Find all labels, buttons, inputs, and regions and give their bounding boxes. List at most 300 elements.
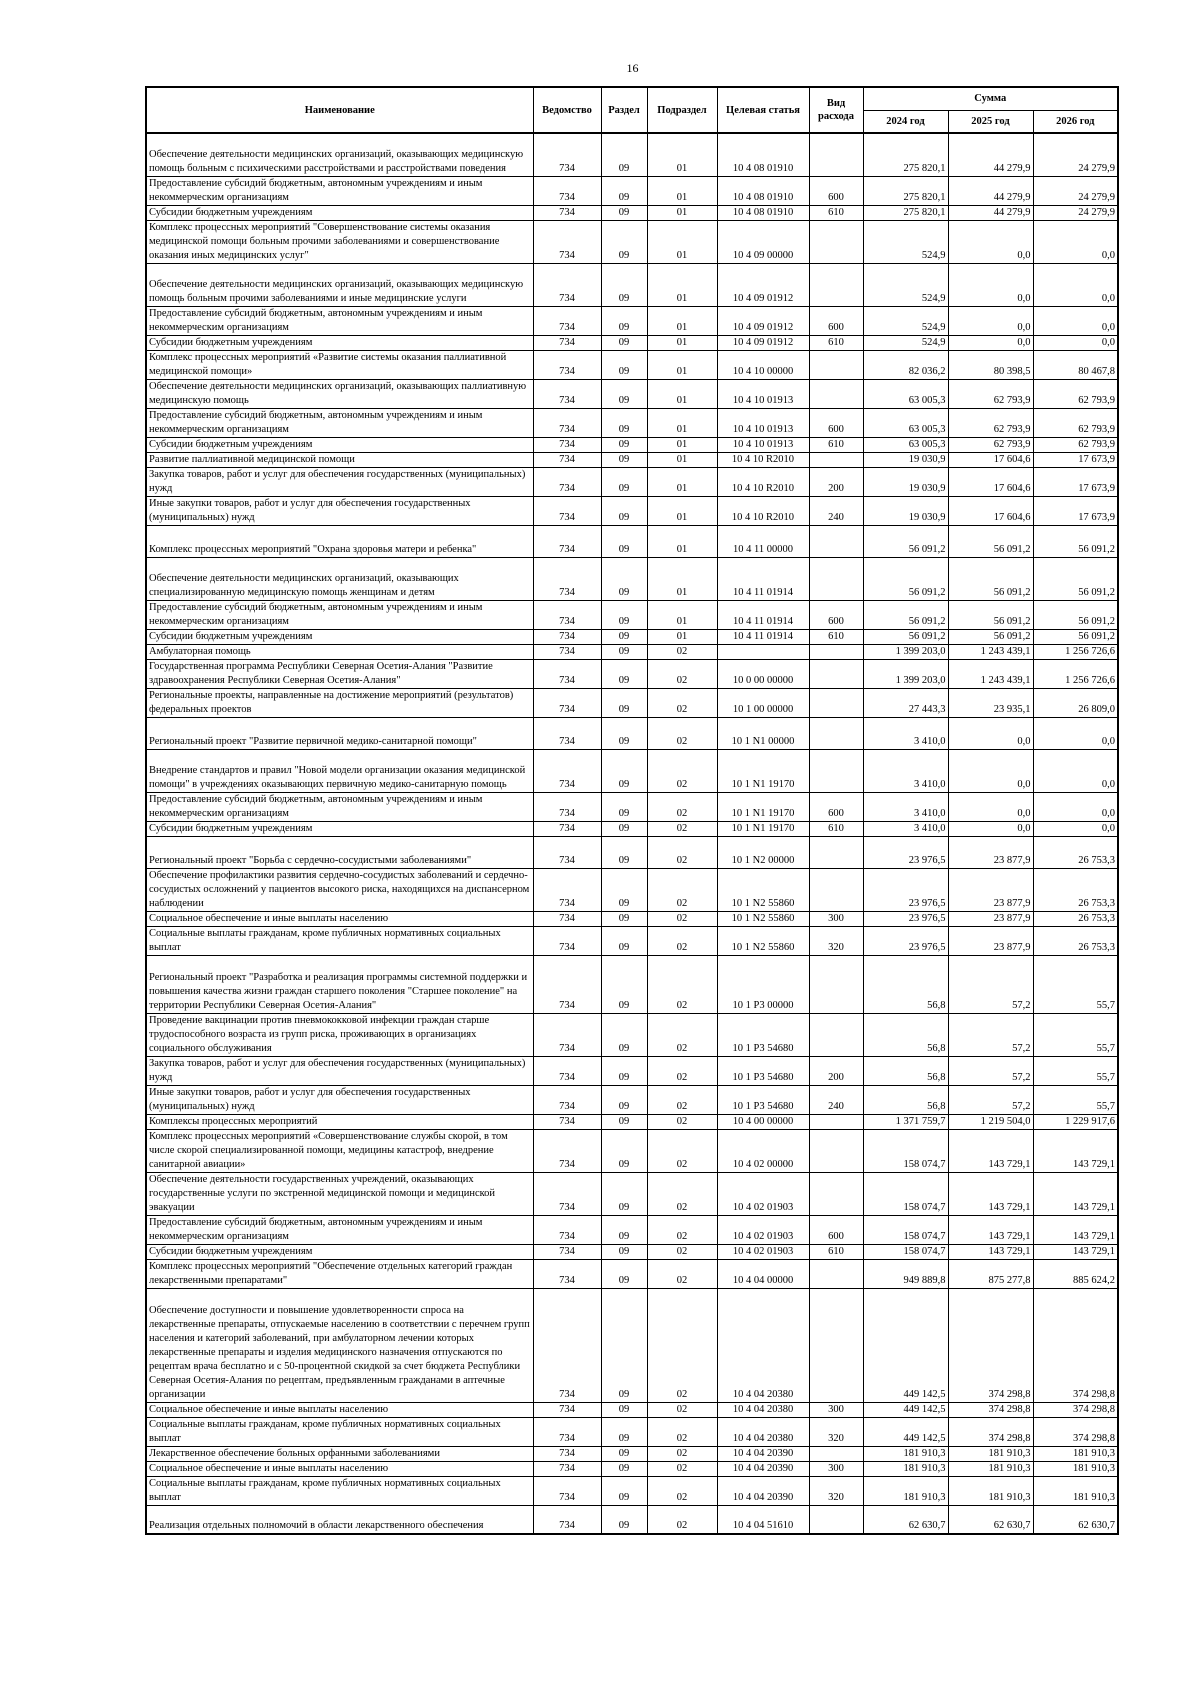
table-cell-razdel: 09 (601, 1461, 647, 1476)
table-cell-name: Комплекс процессных мероприятий "Обеспечение отдельных категорий граждан лекарственными препаратами" (146, 1259, 533, 1288)
table-cell-vid-rashoda: 600 (809, 176, 863, 205)
table-cell-celevaya-statya: 10 1 N1 19170 (717, 792, 809, 821)
table-cell-sum-2025: 17 604,6 (948, 467, 1033, 496)
table-cell-razdel: 09 (601, 1259, 647, 1288)
table-cell-sum-2025: 374 298,8 (948, 1288, 1033, 1402)
table-cell-vedomstvo: 734 (533, 749, 601, 792)
table-cell-vedomstvo: 734 (533, 379, 601, 408)
table-cell-vedomstvo: 734 (533, 1215, 601, 1244)
table-cell-razdel: 09 (601, 1505, 647, 1534)
table-cell-celevaya-statya: 10 1 N2 55860 (717, 911, 809, 926)
table-cell-razdel: 09 (601, 836, 647, 868)
table-cell-razdel: 09 (601, 496, 647, 525)
table-cell-sum-2026: 17 673,9 (1033, 452, 1118, 467)
table-row (146, 350, 1118, 379)
table-cell-razdel: 09 (601, 955, 647, 1013)
table-row (146, 1114, 1118, 1129)
table-body (146, 133, 1118, 1534)
table-cell-name: Реализация отдельных полномочий в области лекарственного обеспечения (146, 1505, 533, 1534)
table-cell-sum-2026: 24 279,9 (1033, 133, 1118, 176)
table-cell-vedomstvo: 734 (533, 1259, 601, 1288)
table-cell-name: Субсидии бюджетным учреждениям (146, 205, 533, 220)
table-cell-vid-rashoda (809, 868, 863, 911)
table-cell-name: Обеспечение профилактики развития сердечно-сосудистых заболеваний и сердечно-сосудистых осложнений у пациентов высокого риска, находящихся на диспансерном наблюдении (146, 868, 533, 911)
col-header-2025: 2025 год (948, 110, 1033, 133)
table-cell-vid-rashoda (809, 836, 863, 868)
table-cell-podrazdel: 02 (647, 1013, 717, 1056)
table-cell-sum-2025: 44 279,9 (948, 205, 1033, 220)
table-cell-podrazdel: 02 (647, 749, 717, 792)
table-cell-podrazdel: 02 (647, 792, 717, 821)
table-cell-name: Социальное обеспечение и иные выплаты населению (146, 911, 533, 926)
table-cell-podrazdel: 01 (647, 176, 717, 205)
table-cell-name: Региональные проекты, направленные на достижение мероприятий (результатов) федеральных проектов (146, 688, 533, 717)
table-cell-celevaya-statya: 10 1 P3 54680 (717, 1085, 809, 1114)
table-cell-name: Предоставление субсидий бюджетным, автономным учреждениям и иным некоммерческим организациям (146, 600, 533, 629)
table-cell-vedomstvo: 734 (533, 717, 601, 749)
table-cell-celevaya-statya: 10 4 08 01910 (717, 176, 809, 205)
table-cell-vid-rashoda: 320 (809, 1417, 863, 1446)
table-cell-sum-2025: 1 219 504,0 (948, 1114, 1033, 1129)
table-cell-razdel: 09 (601, 868, 647, 911)
table-cell-podrazdel: 02 (647, 1402, 717, 1417)
table-cell-vedomstvo: 734 (533, 525, 601, 557)
table-cell-razdel: 09 (601, 1085, 647, 1114)
table-cell-sum-2026: 0,0 (1033, 220, 1118, 263)
table-cell-name: Обеспечение деятельности государственных учреждений, оказывающих государственные услуги по экстренной медицинской помощи и медицинской эвакуации (146, 1172, 533, 1215)
table-cell-celevaya-statya: 10 4 04 20380 (717, 1402, 809, 1417)
table-cell-vedomstvo: 734 (533, 1056, 601, 1085)
table-cell-name: Социальные выплаты гражданам, кроме публичных нормативных социальных выплат (146, 1476, 533, 1505)
table-cell-vedomstvo: 734 (533, 955, 601, 1013)
table-cell-sum-2024: 56 091,2 (863, 557, 948, 600)
table-row (146, 205, 1118, 220)
table-cell-celevaya-statya: 10 4 02 01903 (717, 1244, 809, 1259)
table-cell-name: Комплекс процессных мероприятий "Совершенствование системы оказания медицинской помощи больным прочими заболеваниями и совершенствование оказания иных медицинских услуг" (146, 220, 533, 263)
table-cell-name: Субсидии бюджетным учреждениям (146, 821, 533, 836)
table-cell-name: Комплекс процессных мероприятий «Совершенствование службы скорой, в том числе скорой специализированной помощи, медицины катастроф, внедрение санитарной авиации» (146, 1129, 533, 1172)
table-cell-sum-2026: 26 753,3 (1033, 911, 1118, 926)
table-cell-sum-2026: 26 809,0 (1033, 688, 1118, 717)
table-row (146, 1461, 1118, 1476)
table-cell-sum-2025: 56 091,2 (948, 525, 1033, 557)
table-cell-sum-2024: 1 399 203,0 (863, 659, 948, 688)
table-cell-podrazdel: 01 (647, 335, 717, 350)
table-cell-sum-2024: 3 410,0 (863, 792, 948, 821)
table-cell-podrazdel: 02 (647, 836, 717, 868)
table-row (146, 1446, 1118, 1461)
table-cell-vedomstvo: 734 (533, 437, 601, 452)
table-row (146, 1085, 1118, 1114)
table-row (146, 306, 1118, 335)
table-cell-sum-2026: 181 910,3 (1033, 1476, 1118, 1505)
table-cell-celevaya-statya: 10 4 09 01912 (717, 335, 809, 350)
table-cell-vid-rashoda (809, 955, 863, 1013)
table-cell-vid-rashoda: 200 (809, 467, 863, 496)
table-cell-celevaya-statya: 10 4 02 01903 (717, 1172, 809, 1215)
table-cell-podrazdel: 01 (647, 306, 717, 335)
table-cell-sum-2024: 3 410,0 (863, 821, 948, 836)
col-header-2026: 2026 год (1033, 110, 1118, 133)
table-cell-podrazdel: 01 (647, 350, 717, 379)
page-number: 16 (626, 61, 639, 75)
table-cell-sum-2026: 885 624,2 (1033, 1259, 1118, 1288)
table-cell-sum-2025: 143 729,1 (948, 1172, 1033, 1215)
table-cell-vid-rashoda (809, 1114, 863, 1129)
table-cell-razdel: 09 (601, 717, 647, 749)
table-cell-celevaya-statya: 10 4 04 20390 (717, 1461, 809, 1476)
table-cell-name: Комплекс процессных мероприятий «Развитие системы оказания паллиативной медицинской помощи» (146, 350, 533, 379)
table-cell-razdel: 09 (601, 749, 647, 792)
table-cell-vedomstvo: 734 (533, 926, 601, 955)
table-cell-celevaya-statya: 10 4 04 20380 (717, 1288, 809, 1402)
table-row (146, 1215, 1118, 1244)
table-cell-vedomstvo: 734 (533, 659, 601, 688)
table-cell-sum-2024: 23 976,5 (863, 868, 948, 911)
table-cell-razdel: 09 (601, 452, 647, 467)
table-cell-sum-2026: 55,7 (1033, 1085, 1118, 1114)
table-cell-razdel: 09 (601, 350, 647, 379)
table-row (146, 467, 1118, 496)
table-cell-celevaya-statya: 10 1 N1 19170 (717, 821, 809, 836)
table-cell-name: Субсидии бюджетным учреждениям (146, 629, 533, 644)
table-cell-name: Социальное обеспечение и иные выплаты населению (146, 1461, 533, 1476)
table-cell-name: Субсидии бюджетным учреждениям (146, 335, 533, 350)
table-cell-sum-2026: 0,0 (1033, 717, 1118, 749)
table-cell-podrazdel: 01 (647, 133, 717, 176)
table-cell-vid-rashoda (809, 717, 863, 749)
table-cell-sum-2025: 17 604,6 (948, 452, 1033, 467)
table-cell-sum-2024: 56 091,2 (863, 600, 948, 629)
table-cell-vid-rashoda (809, 1013, 863, 1056)
table-cell-podrazdel: 02 (647, 1244, 717, 1259)
table-cell-sum-2025: 17 604,6 (948, 496, 1033, 525)
table-row (146, 1259, 1118, 1288)
table-cell-vid-rashoda: 320 (809, 1476, 863, 1505)
table-cell-vid-rashoda (809, 557, 863, 600)
table-cell-vid-rashoda (809, 688, 863, 717)
table-cell-razdel: 09 (601, 1056, 647, 1085)
table-cell-razdel: 09 (601, 557, 647, 600)
table-cell-podrazdel: 02 (647, 1056, 717, 1085)
table-cell-podrazdel: 02 (647, 911, 717, 926)
table-cell-podrazdel: 01 (647, 205, 717, 220)
table-cell-vid-rashoda (809, 1505, 863, 1534)
table-cell-name: Социальные выплаты гражданам, кроме публичных нормативных социальных выплат (146, 1417, 533, 1446)
table-cell-sum-2026: 374 298,8 (1033, 1402, 1118, 1417)
table-cell-sum-2024: 56 091,2 (863, 629, 948, 644)
table-cell-name: Иные закупки товаров, работ и услуг для обеспечения государственных (муниципальных) нужд (146, 1085, 533, 1114)
table-cell-razdel: 09 (601, 1288, 647, 1402)
table-cell-sum-2024: 181 910,3 (863, 1476, 948, 1505)
table-cell-razdel: 09 (601, 1013, 647, 1056)
table-cell-name: Субсидии бюджетным учреждениям (146, 437, 533, 452)
table-cell-celevaya-statya: 10 4 02 00000 (717, 1129, 809, 1172)
table-cell-vedomstvo: 734 (533, 836, 601, 868)
table-cell-name: Обеспечение деятельности медицинских организаций, оказывающих паллиативную медицинскую помощь (146, 379, 533, 408)
table-cell-name: Проведение вакцинации против пневмококковой инфекции граждан старше трудоспособного возраста из групп риска, проживающих в организациях социального обслуживания (146, 1013, 533, 1056)
table-cell-sum-2024: 449 142,5 (863, 1402, 948, 1417)
table-row (146, 868, 1118, 911)
table-cell-sum-2026: 55,7 (1033, 1056, 1118, 1085)
table-cell-sum-2025: 56 091,2 (948, 557, 1033, 600)
table-cell-razdel: 09 (601, 1172, 647, 1215)
table-cell-name: Социальные выплаты гражданам, кроме публичных нормативных социальных выплат (146, 926, 533, 955)
table-cell-celevaya-statya: 10 4 11 01914 (717, 600, 809, 629)
table-cell-name: Лекарственное обеспечение больных орфанными заболеваниями (146, 1446, 533, 1461)
table-cell-vid-rashoda: 300 (809, 911, 863, 926)
table-cell-vid-rashoda (809, 644, 863, 659)
budget-table (145, 86, 1119, 1535)
table-row (146, 496, 1118, 525)
table-cell-sum-2024: 56 091,2 (863, 525, 948, 557)
table-cell-celevaya-statya: 10 4 09 00000 (717, 220, 809, 263)
table-cell-vid-rashoda: 610 (809, 821, 863, 836)
table-cell-vedomstvo: 734 (533, 408, 601, 437)
table-cell-vedomstvo: 734 (533, 1244, 601, 1259)
table-row (146, 452, 1118, 467)
table-row (146, 600, 1118, 629)
table-cell-podrazdel: 02 (647, 1215, 717, 1244)
table-cell-sum-2025: 56 091,2 (948, 629, 1033, 644)
table-cell-sum-2026: 0,0 (1033, 263, 1118, 306)
table-cell-sum-2026: 80 467,8 (1033, 350, 1118, 379)
table-cell-sum-2024: 158 074,7 (863, 1172, 948, 1215)
table-cell-sum-2024: 19 030,9 (863, 452, 948, 467)
table-cell-sum-2024: 524,9 (863, 220, 948, 263)
table-cell-sum-2025: 143 729,1 (948, 1129, 1033, 1172)
table-cell-celevaya-statya: 10 4 10 R2010 (717, 496, 809, 525)
table-cell-sum-2026: 56 091,2 (1033, 600, 1118, 629)
table-cell-podrazdel: 01 (647, 263, 717, 306)
table-cell-vedomstvo: 734 (533, 821, 601, 836)
table-cell-sum-2025: 1 243 439,1 (948, 644, 1033, 659)
table-cell-podrazdel: 02 (647, 1461, 717, 1476)
table-cell-sum-2024: 23 976,5 (863, 836, 948, 868)
table-cell-name: Комплексы процессных мероприятий (146, 1114, 533, 1129)
table-cell-vedomstvo: 734 (533, 1417, 601, 1446)
table-cell-sum-2025: 62 793,9 (948, 437, 1033, 452)
table-row (146, 1129, 1118, 1172)
table-cell-sum-2026: 181 910,3 (1033, 1461, 1118, 1476)
table-cell-vedomstvo: 734 (533, 205, 601, 220)
table-cell-sum-2026: 26 753,3 (1033, 868, 1118, 911)
table-cell-razdel: 09 (601, 629, 647, 644)
table-cell-razdel: 09 (601, 220, 647, 263)
table-cell-celevaya-statya: 10 4 10 01913 (717, 437, 809, 452)
table-cell-sum-2026: 0,0 (1033, 335, 1118, 350)
table-cell-vid-rashoda (809, 379, 863, 408)
table-cell-vid-rashoda: 610 (809, 335, 863, 350)
table-cell-celevaya-statya: 10 4 02 01903 (717, 1215, 809, 1244)
table-cell-razdel: 09 (601, 911, 647, 926)
table-cell-sum-2025: 44 279,9 (948, 176, 1033, 205)
table-cell-vid-rashoda (809, 659, 863, 688)
table-cell-name: Обеспечение деятельности медицинских организаций, оказывающих медицинскую помощь больным прочими заболеваниями и иные медицинские услуги (146, 263, 533, 306)
table-cell-razdel: 09 (601, 1114, 647, 1129)
table-cell-razdel: 09 (601, 792, 647, 821)
table-cell-podrazdel: 01 (647, 379, 717, 408)
table-cell-podrazdel: 01 (647, 408, 717, 437)
table-cell-sum-2026: 26 753,3 (1033, 926, 1118, 955)
table-cell-sum-2025: 875 277,8 (948, 1259, 1033, 1288)
table-cell-sum-2024: 524,9 (863, 263, 948, 306)
table-cell-vedomstvo: 734 (533, 1085, 601, 1114)
table-cell-podrazdel: 02 (647, 717, 717, 749)
table-cell-celevaya-statya: 10 4 04 20390 (717, 1476, 809, 1505)
table-cell-vid-rashoda (809, 749, 863, 792)
table-cell-podrazdel: 01 (647, 600, 717, 629)
table-cell-sum-2024: 19 030,9 (863, 467, 948, 496)
table-cell-sum-2024: 23 976,5 (863, 911, 948, 926)
table-cell-vid-rashoda: 300 (809, 1461, 863, 1476)
table-cell-sum-2026: 17 673,9 (1033, 467, 1118, 496)
table-cell-sum-2024: 949 889,8 (863, 1259, 948, 1288)
table-cell-vedomstvo: 734 (533, 1288, 601, 1402)
table-cell-vedomstvo: 734 (533, 911, 601, 926)
table-cell-podrazdel: 01 (647, 437, 717, 452)
table-cell-celevaya-statya: 10 0 00 00000 (717, 659, 809, 688)
table-cell-celevaya-statya: 10 1 N2 55860 (717, 926, 809, 955)
table-cell-sum-2025: 0,0 (948, 306, 1033, 335)
table-cell-sum-2026: 56 091,2 (1033, 525, 1118, 557)
table-row (146, 1172, 1118, 1215)
table-cell-sum-2026: 24 279,9 (1033, 176, 1118, 205)
table-cell-sum-2025: 57,2 (948, 1085, 1033, 1114)
table-cell-razdel: 09 (601, 176, 647, 205)
table-cell-vedomstvo: 734 (533, 1446, 601, 1461)
table-cell-celevaya-statya: 10 1 P3 54680 (717, 1056, 809, 1085)
table-cell-sum-2026: 1 256 726,6 (1033, 644, 1118, 659)
table-cell-podrazdel: 01 (647, 629, 717, 644)
table-cell-podrazdel: 01 (647, 525, 717, 557)
table-cell-sum-2024: 449 142,5 (863, 1288, 948, 1402)
table-cell-name: Иные закупки товаров, работ и услуг для обеспечения государственных (муниципальных) нужд (146, 496, 533, 525)
table-cell-vid-rashoda: 300 (809, 1402, 863, 1417)
table-cell-vid-rashoda: 240 (809, 1085, 863, 1114)
table-cell-podrazdel: 02 (647, 868, 717, 911)
table-cell-sum-2026: 62 793,9 (1033, 379, 1118, 408)
table-cell-sum-2025: 57,2 (948, 1056, 1033, 1085)
table-row (146, 437, 1118, 452)
table-cell-name: Государственная программа Республики Северная Осетия-Алания "Развитие здравоохранения Республики Северная Осетия-Алания" (146, 659, 533, 688)
table-cell-celevaya-statya: 10 4 04 20390 (717, 1446, 809, 1461)
table-row (146, 525, 1118, 557)
table-cell-razdel: 09 (601, 133, 647, 176)
table-cell-sum-2025: 56 091,2 (948, 600, 1033, 629)
table-cell-sum-2026: 0,0 (1033, 306, 1118, 335)
table-row (146, 263, 1118, 306)
col-header-vedomstvo: Ведомство (533, 87, 601, 133)
table-cell-name: Социальное обеспечение и иные выплаты населению (146, 1402, 533, 1417)
table-cell-podrazdel: 02 (647, 644, 717, 659)
table-cell-podrazdel: 02 (647, 821, 717, 836)
table-cell-name: Развитие паллиативной медицинской помощи (146, 452, 533, 467)
table-cell-sum-2026: 143 729,1 (1033, 1215, 1118, 1244)
table-cell-name: Региональный проект "Борьба с сердечно-сосудистыми заболеваниями" (146, 836, 533, 868)
table-cell-vid-rashoda (809, 1129, 863, 1172)
table-cell-sum-2025: 374 298,8 (948, 1417, 1033, 1446)
table-cell-razdel: 09 (601, 306, 647, 335)
table-cell-sum-2024: 158 074,7 (863, 1129, 948, 1172)
table-cell-sum-2024: 82 036,2 (863, 350, 948, 379)
table-cell-podrazdel: 02 (647, 1172, 717, 1215)
table-cell-sum-2026: 374 298,8 (1033, 1288, 1118, 1402)
table-cell-razdel: 09 (601, 688, 647, 717)
table-cell-sum-2026: 0,0 (1033, 821, 1118, 836)
table-cell-sum-2024: 275 820,1 (863, 133, 948, 176)
table-cell-sum-2026: 374 298,8 (1033, 1417, 1118, 1446)
table-cell-celevaya-statya: 10 4 09 01912 (717, 306, 809, 335)
table-cell-celevaya-statya: 10 4 00 00000 (717, 1114, 809, 1129)
table-cell-name: Внедрение стандартов и правил "Новой модели организации оказания медицинской помощи" в учреждениях оказывающих первичную медико-санитарную помощь (146, 749, 533, 792)
table-cell-podrazdel: 02 (647, 1259, 717, 1288)
table-cell-razdel: 09 (601, 1476, 647, 1505)
table-cell-vedomstvo: 734 (533, 688, 601, 717)
table-cell-sum-2025: 62 793,9 (948, 379, 1033, 408)
table-cell-razdel: 09 (601, 205, 647, 220)
table-row (146, 688, 1118, 717)
table-cell-name: Амбулаторная помощь (146, 644, 533, 659)
table-row (146, 1288, 1118, 1402)
table-row (146, 629, 1118, 644)
table-cell-razdel: 09 (601, 408, 647, 437)
col-header-razdel: Раздел (601, 87, 647, 133)
table-cell-sum-2024: 63 005,3 (863, 437, 948, 452)
col-header-summa: Сумма (863, 87, 1118, 110)
table-cell-sum-2026: 181 910,3 (1033, 1446, 1118, 1461)
table-cell-vid-rashoda (809, 452, 863, 467)
table-cell-vid-rashoda (809, 1446, 863, 1461)
table-cell-sum-2025: 181 910,3 (948, 1476, 1033, 1505)
table-cell-name: Комплекс процессных мероприятий "Охрана здоровья матери и ребенка" (146, 525, 533, 557)
table-cell-vid-rashoda: 320 (809, 926, 863, 955)
table-cell-name: Закупка товаров, работ и услуг для обеспечения государственных (муниципальных) нужд (146, 1056, 533, 1085)
table-cell-sum-2025: 181 910,3 (948, 1446, 1033, 1461)
table-cell-sum-2024: 158 074,7 (863, 1215, 948, 1244)
table-row (146, 176, 1118, 205)
table-cell-celevaya-statya: 10 1 P3 54680 (717, 1013, 809, 1056)
table-cell-sum-2026: 62 793,9 (1033, 408, 1118, 437)
table-cell-vedomstvo: 734 (533, 792, 601, 821)
table-row (146, 749, 1118, 792)
table-cell-vid-rashoda: 610 (809, 629, 863, 644)
table-cell-sum-2024: 56,8 (863, 1056, 948, 1085)
table-cell-vid-rashoda (809, 1172, 863, 1215)
table-cell-sum-2024: 3 410,0 (863, 749, 948, 792)
table-cell-sum-2026: 55,7 (1033, 1013, 1118, 1056)
table-cell-sum-2025: 0,0 (948, 717, 1033, 749)
table-cell-celevaya-statya: 10 4 11 01914 (717, 557, 809, 600)
table-cell-sum-2024: 275 820,1 (863, 176, 948, 205)
table-cell-vid-rashoda (809, 1259, 863, 1288)
table-cell-vedomstvo: 734 (533, 868, 601, 911)
table-row (146, 220, 1118, 263)
table-cell-razdel: 09 (601, 379, 647, 408)
col-header-2024: 2024 год (863, 110, 948, 133)
table-cell-vid-rashoda (809, 220, 863, 263)
table-cell-razdel: 09 (601, 467, 647, 496)
table-cell-sum-2026: 143 729,1 (1033, 1172, 1118, 1215)
table-cell-vid-rashoda: 600 (809, 792, 863, 821)
table-cell-razdel: 09 (601, 1446, 647, 1461)
table-cell-celevaya-statya: 10 4 11 01914 (717, 629, 809, 644)
table-cell-sum-2024: 524,9 (863, 335, 948, 350)
table-cell-celevaya-statya: 10 4 04 51610 (717, 1505, 809, 1534)
table-cell-sum-2026: 0,0 (1033, 749, 1118, 792)
table-cell-vedomstvo: 734 (533, 133, 601, 176)
table-row (146, 926, 1118, 955)
